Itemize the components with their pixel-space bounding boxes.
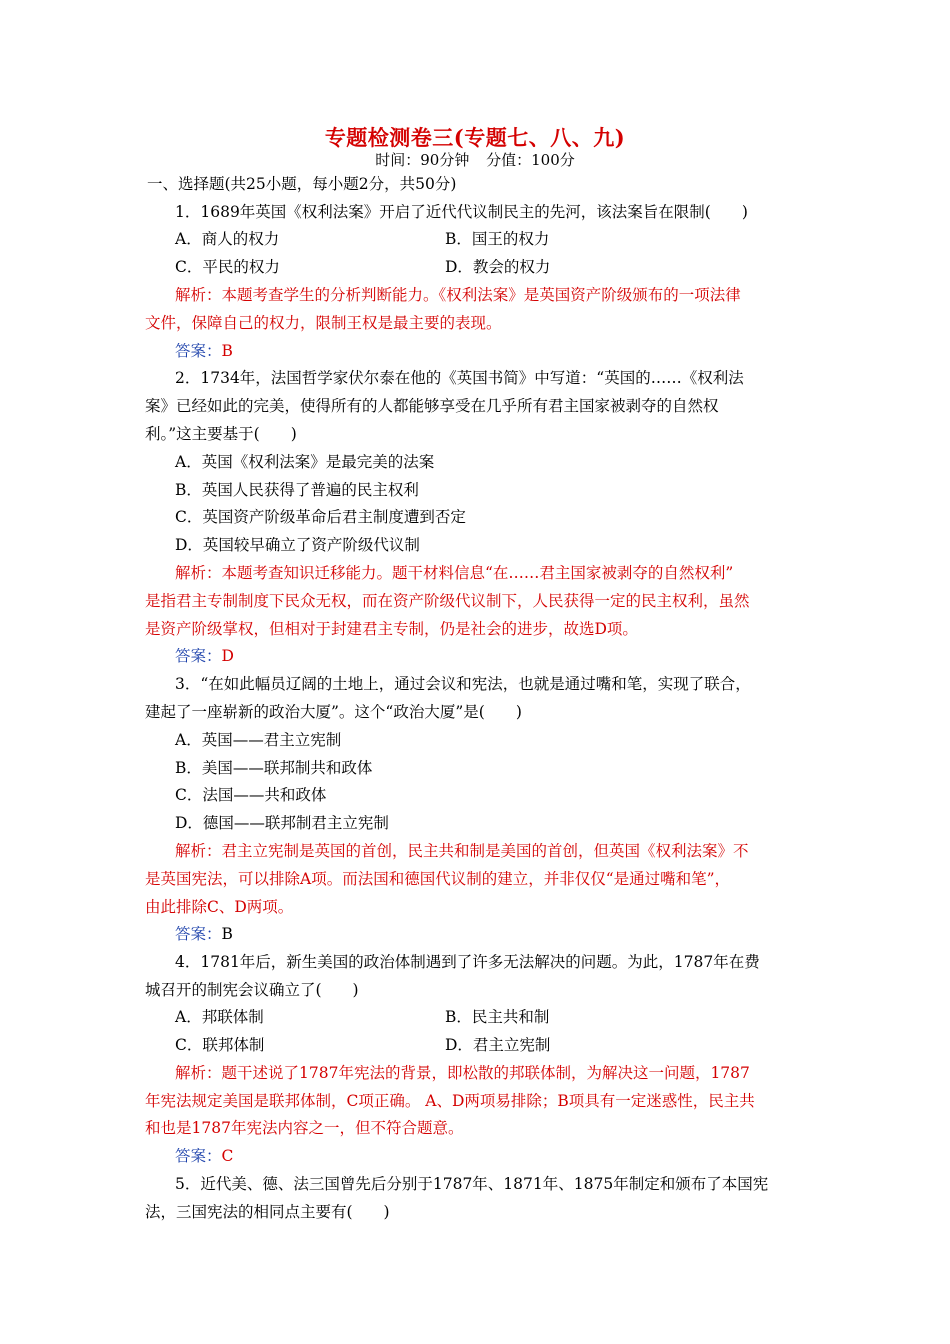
question-5-stem-line-2: 法，三国宪法的相同点主要有( ) bbox=[145, 1203, 390, 1221]
question-2-option-c: C．英国资产阶级革命后君主制度遭到否定 bbox=[175, 508, 466, 526]
answer-label: 答案： bbox=[175, 925, 222, 943]
answer-value: C bbox=[221, 1147, 234, 1165]
question-3-option-b: B．美国——联邦制共和政体 bbox=[175, 759, 373, 777]
answer-value: D bbox=[221, 647, 234, 665]
question-1-analysis-line-1: 解析：本题考查学生的分析判断能力。《权利法案》是英国资产阶级颁布的一项法律 bbox=[175, 286, 741, 304]
question-4-options-row-2 bbox=[175, 1035, 840, 1055]
question-1-option-a: A．商人的权力 bbox=[175, 230, 280, 248]
exam-score: 分值：100分 bbox=[486, 151, 575, 169]
answer-value: B bbox=[221, 925, 233, 943]
question-2-option-d: D．英国较早确立了资产阶级代议制 bbox=[175, 536, 420, 554]
question-3-answer bbox=[175, 924, 840, 944]
question-2-analysis-line-3: 是资产阶级掌权，但相对于封建君主专制，仍是社会的进步，故选D项。 bbox=[145, 620, 638, 638]
answer-label: 答案： bbox=[175, 647, 222, 665]
question-2-option-b: B．英国人民获得了普遍的民主权利 bbox=[175, 481, 419, 499]
question-2-analysis-line-2: 是指君主专制制度下民众无权，而在资产阶级代议制下，人民获得一定的民主权利，虽然 bbox=[145, 592, 750, 610]
question-3-option-d: D．德国——联邦制君主立宪制 bbox=[175, 814, 389, 832]
question-4-analysis-line-2: 年宪法规定美国是联邦体制，C项正确。 A、D两项易排除；B项具有一定迷惑性，民主共 bbox=[145, 1092, 755, 1110]
question-3-analysis-line-3: 由此排除C、D两项。 bbox=[145, 898, 294, 916]
question-4-analysis-line-3: 和也是1787年宪法内容之一，但不符合题意。 bbox=[145, 1119, 464, 1137]
question-1-options-row-1 bbox=[175, 229, 840, 249]
question-3-option-a: A．英国——君主立宪制 bbox=[175, 731, 342, 749]
question-1-option-d: D．教会的权力 bbox=[445, 258, 551, 276]
question-3-option-c: C．法国——共和政体 bbox=[175, 786, 327, 804]
question-3-analysis-line-2: 是英国宪法，可以排除A项。而法国和德国代议制的建立，并非仅仅“是通过嘴和笔”， bbox=[145, 870, 731, 888]
question-1-options-row-2 bbox=[175, 257, 840, 277]
answer-label: 答案： bbox=[175, 1147, 222, 1165]
question-2-stem-line-3: 利。”这主要基于( ) bbox=[145, 425, 297, 443]
question-2-stem-line-1: 2．1734年，法国哲学家伏尔泰在他的《英国书简》中写道：“英国的……《权利法 bbox=[175, 369, 744, 387]
question-1-option-b: B．国王的权力 bbox=[445, 230, 550, 248]
question-4-option-b: B．民主共和制 bbox=[445, 1008, 550, 1026]
answer-value: B bbox=[221, 342, 233, 360]
question-1-option-c: C．平民的权力 bbox=[175, 258, 280, 276]
question-4-answer bbox=[175, 1146, 840, 1166]
question-1-analysis-line-2: 文件，保障自己的权力，限制王权是最主要的表现。 bbox=[145, 314, 502, 332]
question-4-option-a: A．邦联体制 bbox=[175, 1008, 264, 1026]
question-3-stem-line-1: 3．“在如此幅员辽阔的土地上，通过会议和宪法，也就是通过嘴和笔，实现了联合， bbox=[175, 675, 751, 693]
exam-time: 时间：90分钟 bbox=[375, 151, 470, 169]
answer-label: 答案： bbox=[175, 342, 222, 360]
question-3-stem-line-2: 建起了一座崭新的政治大厦”。这个“政治大厦”是( ) bbox=[145, 703, 522, 721]
question-4-option-d: D．君主立宪制 bbox=[445, 1036, 551, 1054]
question-4-stem-line-1: 4．1781年后，新生美国的政治体制遇到了许多无法解决的问题。为此，1787年在费 bbox=[175, 953, 760, 971]
question-5-stem-line-1: 5．近代美、德、法三国曾先后分别于1787年、1871年、1875年制定和颁布了本国宪 bbox=[175, 1175, 769, 1193]
question-3-analysis-line-1: 解析：君主立宪制是英国的首创，民主共和制是美国的首创，但英国《权利法案》不 bbox=[175, 842, 749, 860]
question-2-stem-line-2: 案》已经如此的完美，使得所有的人都能够享受在几乎所有君主国家被剥夺的自然权 bbox=[145, 397, 719, 415]
question-2-analysis-line-1: 解析：本题考查知识迁移能力。题干材料信息“在……君主国家被剥夺的自然权利” bbox=[175, 564, 734, 582]
question-4-stem-line-2: 城召开的制宪会议确立了( ) bbox=[145, 981, 359, 999]
question-4-analysis-line-1: 解析：题干述说了1787年宪法的背景，即松散的邦联体制，为解决这一问题，1787 bbox=[175, 1064, 750, 1082]
exam-meta bbox=[0, 149, 950, 170]
question-1-answer bbox=[175, 341, 840, 361]
question-1-stem: 1．1689年英国《权利法案》开启了近代代议制民主的先河，该法案旨在限制( ) bbox=[175, 203, 748, 221]
section-heading: 一、选择题(共25小题，每小题2分，共50分) bbox=[147, 175, 457, 193]
question-4-option-c: C．联邦体制 bbox=[175, 1036, 265, 1054]
document-title: 专题检测卷三(专题七、八、九) bbox=[324, 125, 626, 150]
question-2-option-a: A．英国《权利法案》是最完美的法案 bbox=[175, 453, 435, 471]
question-4-options-row-1 bbox=[175, 1007, 840, 1027]
question-2-answer bbox=[175, 646, 840, 666]
